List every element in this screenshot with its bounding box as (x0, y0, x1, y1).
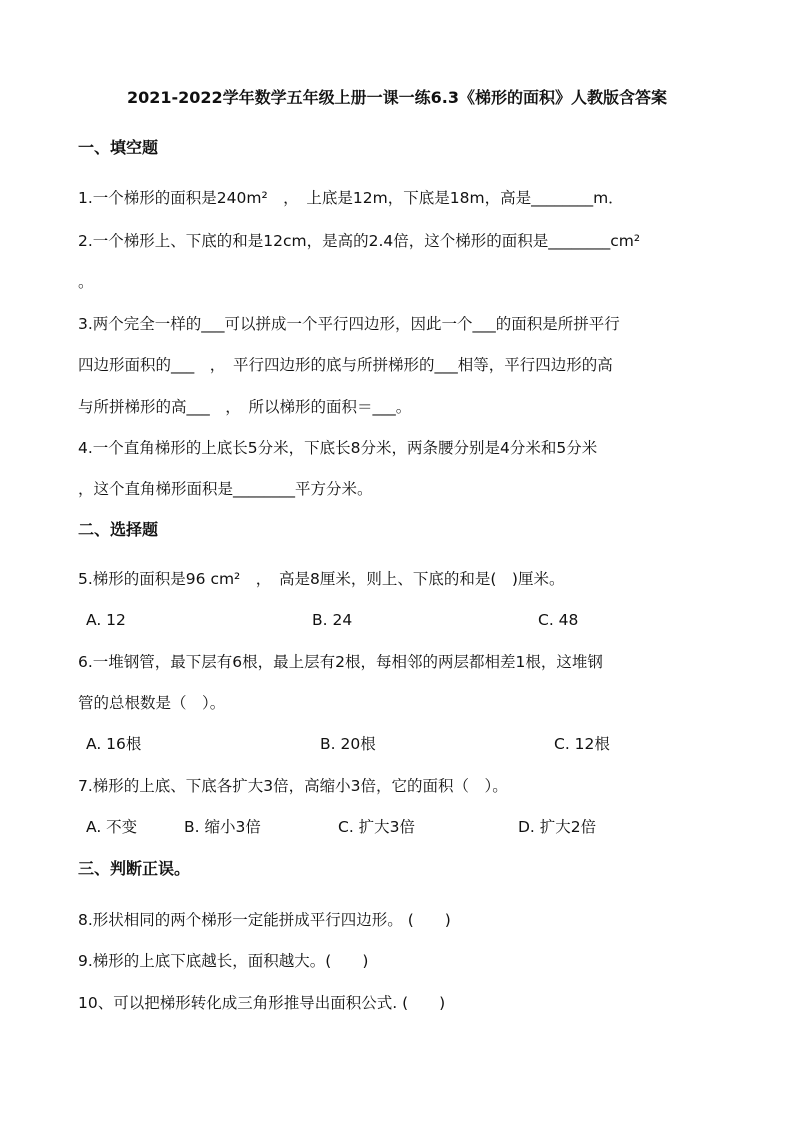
section-heading-choice: 二、选择题 (78, 520, 159, 539)
question-5: 5.梯形的面积是96 cm² ， 高是8厘米，则上、下底的和是( )厘米。 (78, 570, 565, 588)
question-3-line-1: 3.两个完全一样的___可以拼成一个平行四边形，因此一个___的面积是所拼平行 (78, 315, 620, 333)
question-7-option-a: A. 不变 (86, 818, 138, 836)
question-9: 9.梯形的上底下底越长，面积越大。( ) (78, 952, 369, 970)
question-4-line-2: ，这个直角梯形面积是________平方分米。 (78, 480, 373, 498)
question-1: 1.一个梯形的面积是240m² ， 上底是12m，下底是18m，高是________m． (78, 189, 624, 207)
question-5-option-b: B. 24 (312, 611, 353, 629)
question-3-line-3: 与所拼梯形的高___ ， 所以梯形的面积＝___。 (78, 398, 412, 416)
question-8: 8.形状相同的两个梯形一定能拼成平行四边形。 ( ) (78, 911, 451, 929)
question-7-option-c: C. 扩大3倍 (338, 818, 416, 836)
question-6-option-c: C. 12根 (554, 735, 610, 753)
question-6-line-1: 6.一堆钢管，最下层有6根，最上层有2根，每相邻的两层都相差1根，这堆钢 (78, 653, 603, 671)
question-10: 10、可以把梯形转化成三角形推导出面积公式. ( ) (78, 994, 446, 1012)
question-7: 7.梯形的上底、下底各扩大3倍，高缩小3倍，它的面积（ ）。 (78, 777, 508, 795)
question-5-option-c: C. 48 (538, 611, 579, 629)
question-4-line-1: 4.一个直角梯形的上底长5分米，下底长8分米，两条腰分别是4分米和5分米 (78, 439, 598, 457)
question-5-option-a: A. 12 (86, 611, 126, 629)
page-title: 2021-2022学年数学五年级上册一课一练6.3《梯形的面积》人教版含答案 (126, 88, 668, 107)
question-2-line-1: 2.一个梯形上、下底的和是12cm，是高的2.4倍，这个梯形的面积是________cm² (78, 232, 641, 250)
section-heading-true-false: 三、判断正误。 (78, 859, 191, 878)
question-7-option-d: D. 扩大2倍 (518, 818, 597, 836)
question-6-line-2: 管的总根数是（ ）。 (78, 694, 226, 712)
question-2-line-2: 。 (78, 273, 94, 291)
section-heading-fill-blank: 一、填空题 (78, 138, 159, 157)
question-3-line-2: 四边形面积的___ ， 平行四边形的底与所拼梯形的___相等，平行四边形的高 (78, 356, 613, 374)
question-6-option-a: A. 16根 (86, 735, 142, 753)
question-6-option-b: B. 20根 (320, 735, 376, 753)
question-7-option-b: B. 缩小3倍 (184, 818, 261, 836)
